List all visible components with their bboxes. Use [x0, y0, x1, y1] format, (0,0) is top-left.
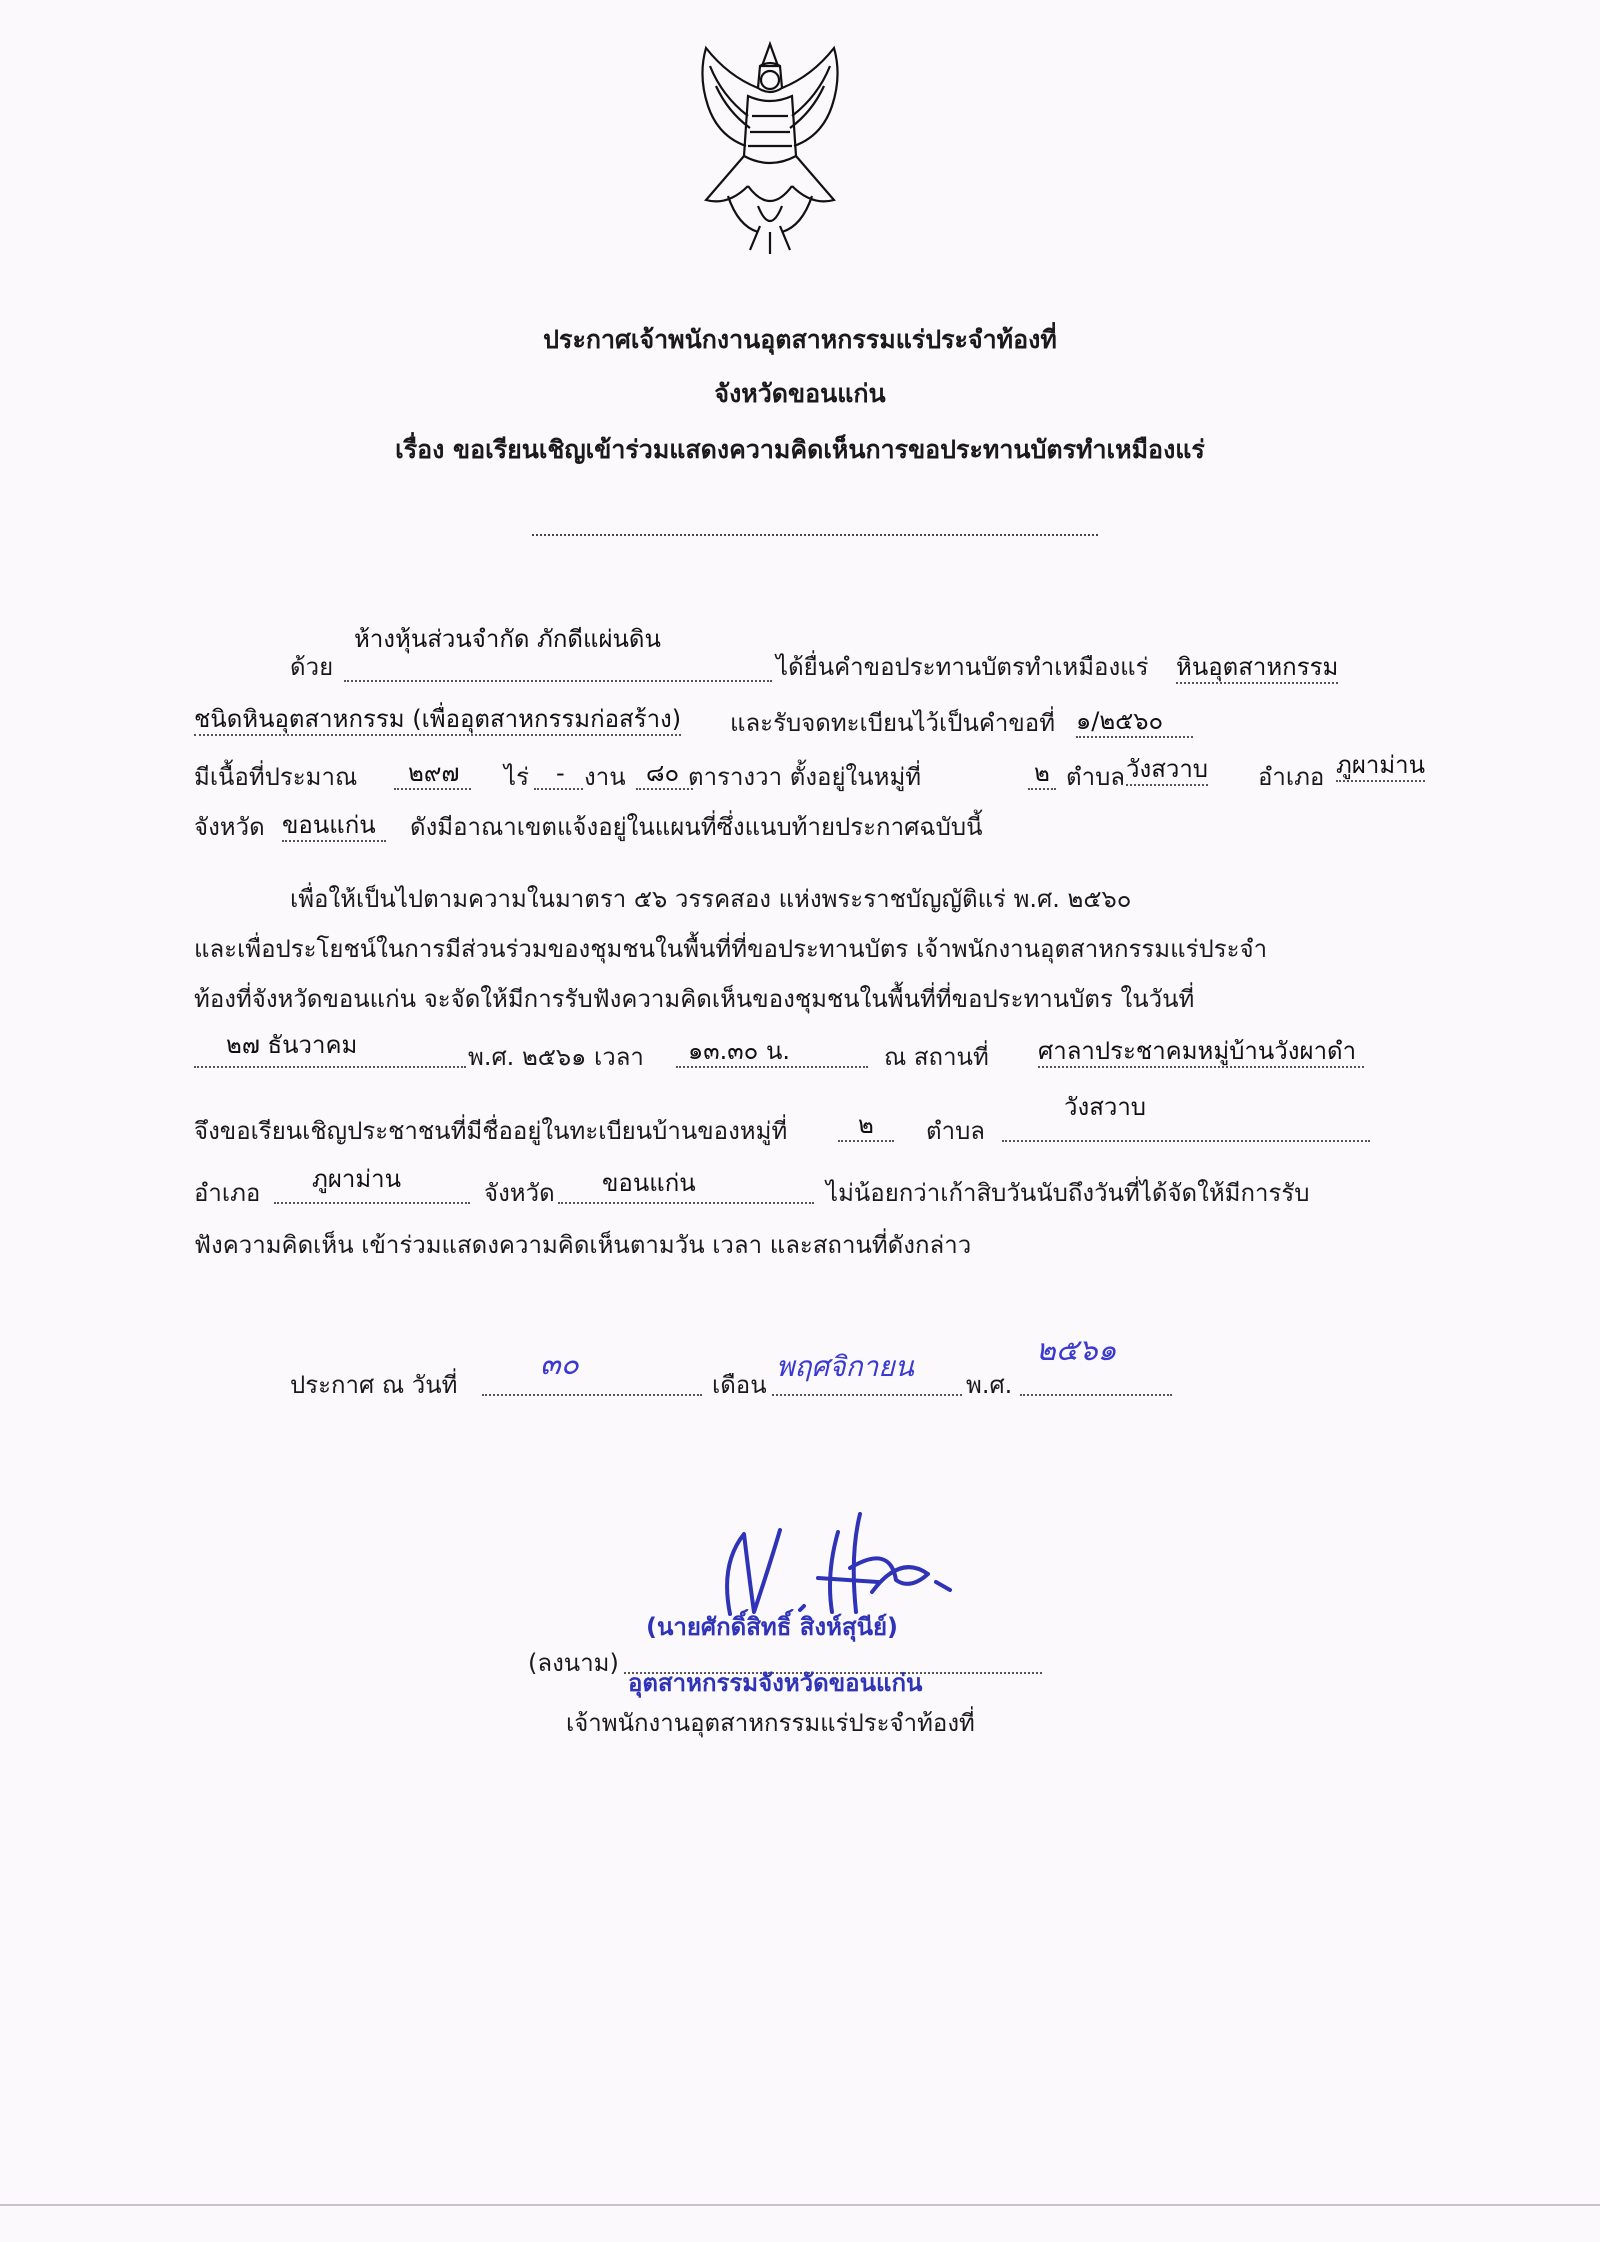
hearing-date: ๒๗ ธันวาคม: [226, 1031, 358, 1059]
wa-value: ๘๐: [636, 758, 693, 790]
invite-amphoe-label: อำเภอ: [194, 1179, 261, 1207]
hearing-time: ๑๓.๓๐ น.: [688, 1037, 790, 1065]
invite-amphoe: ภูผาม่าน: [312, 1165, 402, 1193]
ngan-label: งาน: [584, 763, 626, 791]
days-text: ไม่น้อยกว่าเก้าสิบวันนับถึงวันที่ได้จัดให้มีการรับ: [826, 1179, 1310, 1207]
garuda-emblem-icon: [688, 36, 852, 258]
invite-province: ขอนแก่น: [602, 1169, 696, 1197]
wa-label: ตารางวา ตั้งอยู่ในหมู่ที่: [688, 763, 922, 791]
invite-province-label: จังหวัด: [484, 1179, 555, 1207]
mineral-type-value: ชนิดหินอุตสาหกรรม (เพื่ออุตสาหกรรมก่อสร้าง): [194, 704, 681, 736]
announce-month-dots: [772, 1394, 962, 1396]
amphoe-value: ภูผาม่าน: [1336, 750, 1425, 782]
invite-label: จึงขอเรียนเชิญประชาชนที่มีชื่ออยู่ในทะเบียนบ้านของหมู่ที่: [194, 1117, 788, 1145]
announce-day: ๓๐: [540, 1347, 579, 1382]
closing-text: ฟังความคิดเห็น เข้าร่วมแสดงความคิดเห็นตามวัน เวลา และสถานที่ดังกล่าว: [194, 1231, 972, 1259]
year-time-label: พ.ศ. ๒๕๖๑ เวลา: [468, 1043, 644, 1071]
announce-year: ๒๕๖๑: [1036, 1333, 1117, 1368]
subject-title: เรื่อง ขอเรียนเชิญเข้าร่วมแสดงความคิดเห็นการขอประทานบัตรทำเหมืองแร่: [395, 435, 1205, 464]
by-label: ด้วย: [290, 653, 334, 681]
filed-label: ได้ยื่นคำขอประทานบัตรทำเหมืองแร่: [776, 653, 1149, 681]
invite-province-dots: [558, 1202, 814, 1204]
signer-name: (นายศักดิ์สิทธิ์ สิงห์สุนีย์): [646, 1613, 899, 1641]
announcement-title: ประกาศเจ้าพนักงานอุตสาหกรรมแร่ประจำท้องที่: [543, 325, 1057, 354]
announce-month-label: เดือน: [712, 1371, 767, 1399]
amphoe-label: อำเภอ: [1258, 763, 1325, 791]
registered-label: และรับจดทะเบียนไว้เป็นคำขอที่: [730, 709, 1056, 737]
sign-label: (ลงนาม): [528, 1649, 619, 1677]
request-number: ๑/๒๕๖๐: [1076, 706, 1193, 738]
moo-value: ๒: [1028, 758, 1056, 790]
announce-month: พฤศจิกายน: [776, 1350, 914, 1383]
invite-tambon-label: ตำบล: [926, 1117, 986, 1145]
signer-position: เจ้าพนักงานอุตสาหกรรมแร่ประจำท้องที่: [566, 1709, 975, 1737]
province-label: จังหวัด: [194, 813, 265, 841]
area-label: มีเนื้อที่ประมาณ: [194, 763, 358, 791]
invite-amphoe-dots: [274, 1202, 470, 1204]
rai-value: ๒๙๗: [394, 758, 471, 790]
announce-day-dots: [482, 1394, 702, 1396]
company-dots: [344, 680, 772, 682]
announce-year-dots: [1020, 1394, 1172, 1396]
invite-tambon-dots: [1002, 1140, 1370, 1142]
map-text: ดังมีอาณาเขตแจ้งอยู่ในแผนที่ซึ่งแนบท้ายประกาศฉบับนี้: [410, 813, 983, 841]
para2-line2: และเพื่อประโยชน์ในการมีส่วนร่วมของชุมชนในพื้นที่ที่ขอประทานบัตร เจ้าพนักงานอุตสาหกรรมแร่ประจำ: [194, 935, 1268, 963]
page-edge-line: [0, 2204, 1600, 2206]
tambon-value: วังสวาบ: [1126, 754, 1208, 786]
handwritten-signature: [700, 1494, 960, 1626]
ngan-value: -: [534, 758, 583, 790]
province-title: จังหวัดขอนแก่น: [714, 379, 886, 408]
time-dots: [676, 1066, 868, 1068]
place-label: ณ สถานที่: [884, 1043, 989, 1071]
title-divider: [532, 534, 1098, 536]
para2-line3: ท้องที่จังหวัดขอนแก่น จะจัดให้มีการรับฟังความคิดเห็นของชุมชนในพื้นที่ที่ขอประทานบัตร ในวันที่: [194, 985, 1195, 1013]
hearing-place: ศาลาประชาคมหมู่บ้านวังผาดำ: [1038, 1036, 1364, 1068]
mineral-value: หินอุตสาหกรรม: [1176, 652, 1338, 684]
invite-tambon: วังสวาบ: [1064, 1093, 1147, 1121]
announce-label: ประกาศ ณ วันที่: [290, 1371, 458, 1399]
rai-label: ไร่: [504, 763, 529, 791]
company-name: ห้างหุ้นส่วนจำกัด ภักดีแผ่นดิน: [354, 625, 661, 653]
invite-moo-dots: [838, 1140, 894, 1142]
invite-moo: ๒: [858, 1111, 874, 1139]
announce-year-label: พ.ศ.: [966, 1371, 1013, 1399]
signer-stamp-title: อุตสาหกรรมจังหวัดขอนแก่น: [628, 1669, 923, 1697]
tambon-label: ตำบล: [1066, 763, 1126, 791]
date-dots: [194, 1066, 466, 1068]
province-value: ขอนแก่น: [282, 810, 386, 842]
para2-line1: เพื่อให้เป็นไปตามความในมาตรา ๕๖ วรรคสอง แห่งพระราชบัญญัติแร่ พ.ศ. ๒๕๖๐: [290, 885, 1132, 913]
